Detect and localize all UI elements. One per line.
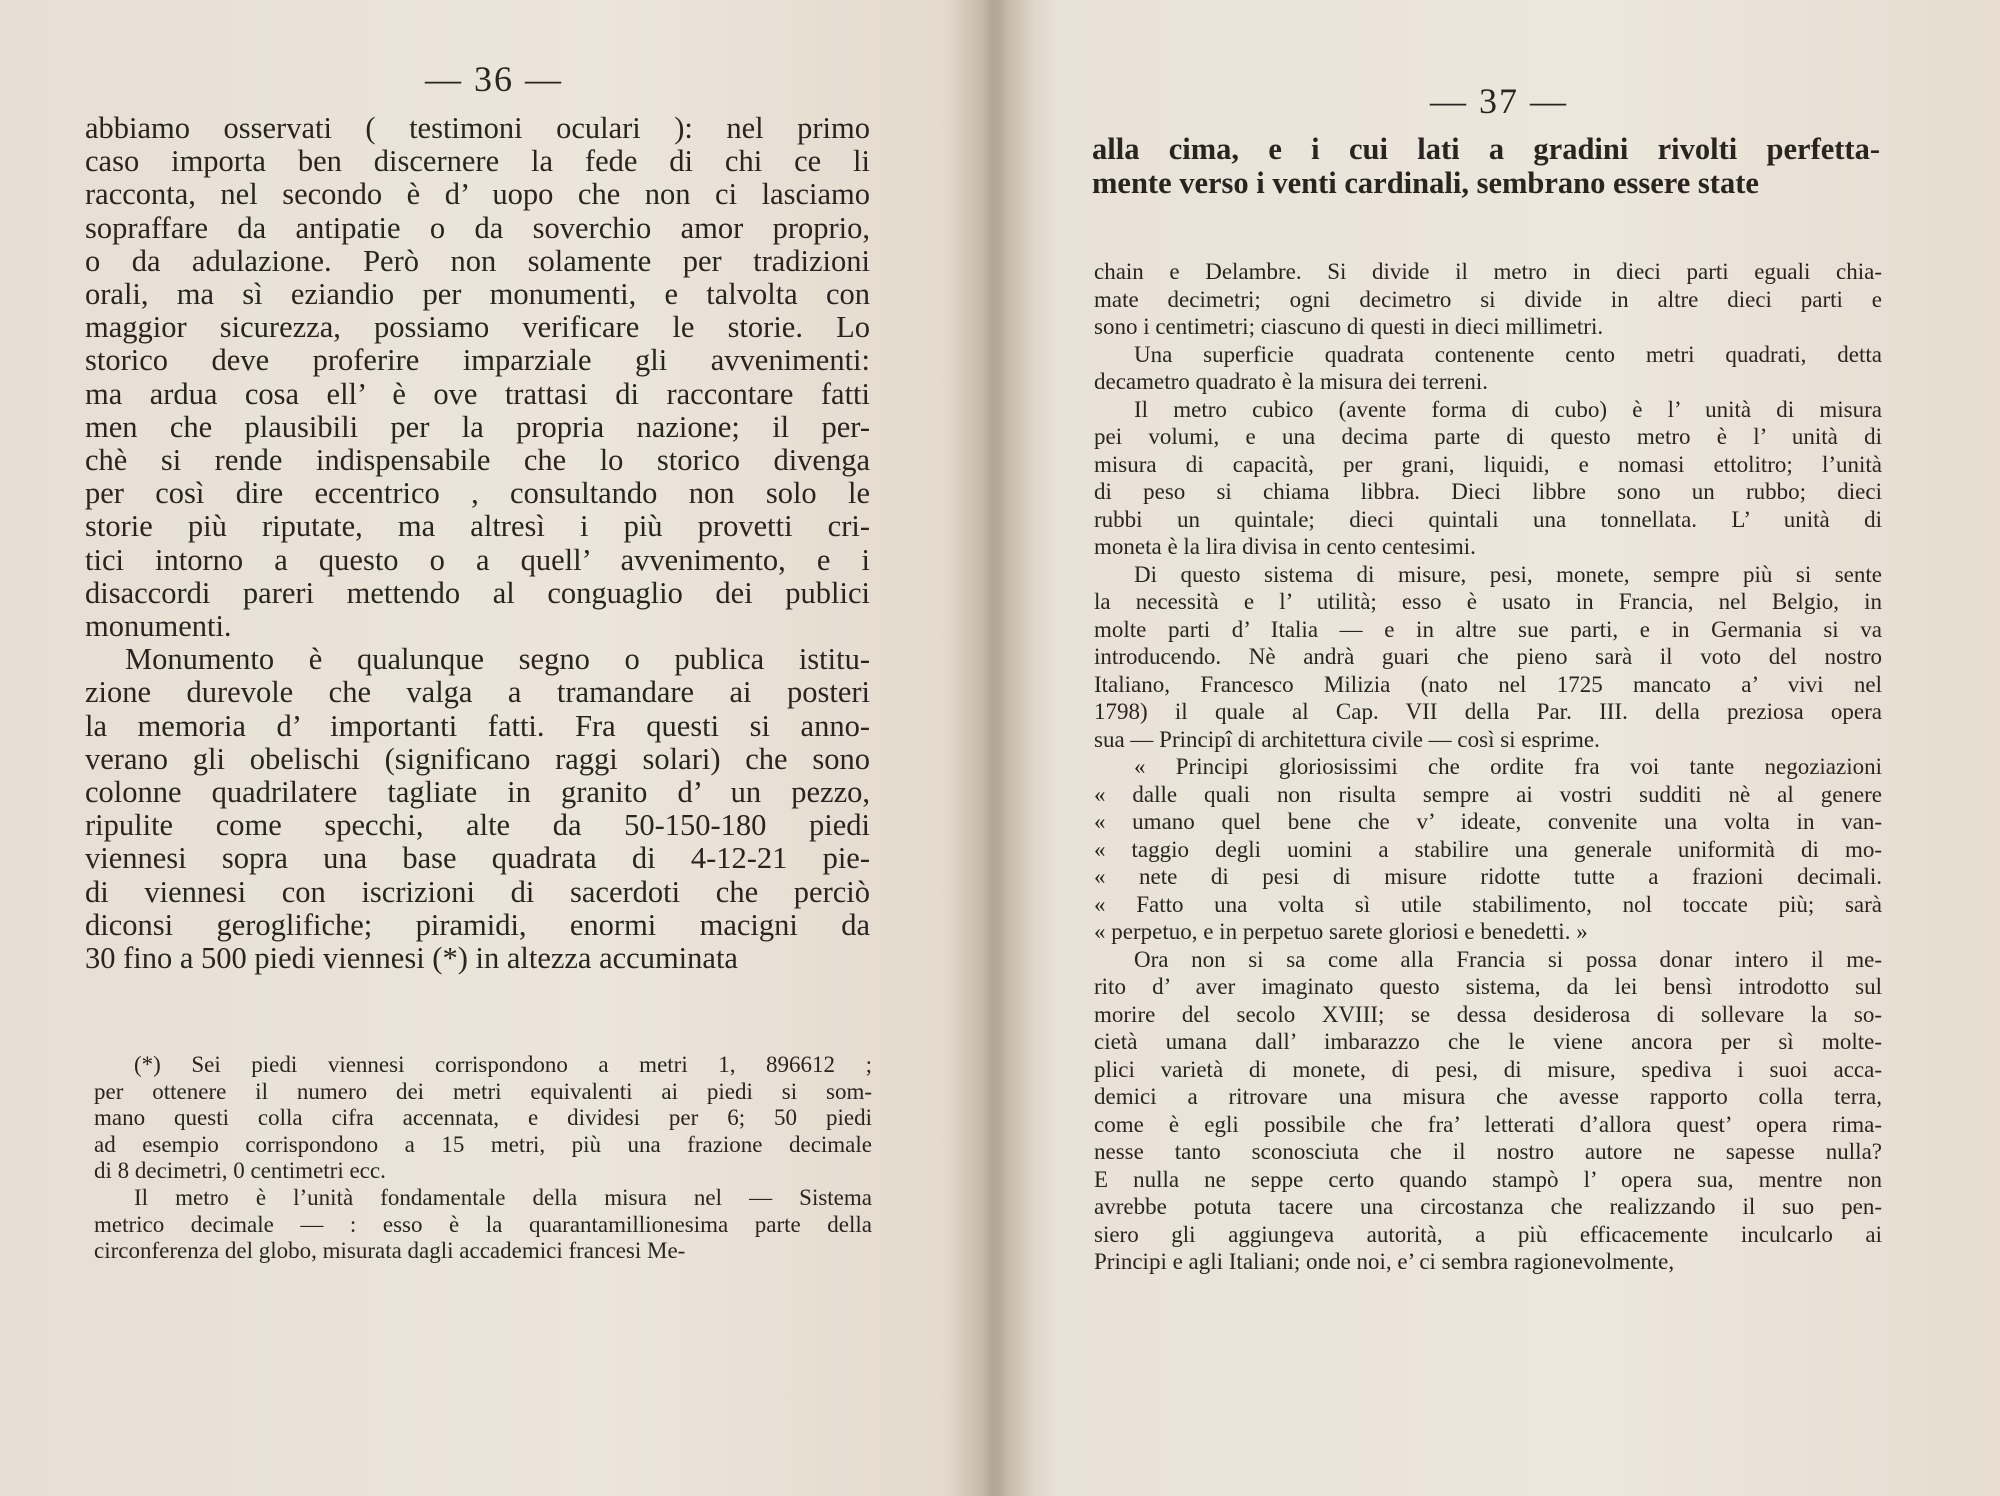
text-line: alla cima, e i cui lati a gradini rivolti perfetta- xyxy=(1092,132,1880,166)
text-line: maggior sicurezza, possiamo verificare le storie. Lo xyxy=(85,310,870,345)
text-line: chain e Delambre. Si divide il metro in dieci parti eguali chia- xyxy=(1094,259,1882,284)
text-line: rito d’ aver imaginato questo sistema, da lei bensì introdotto sul xyxy=(1094,974,1882,999)
text-line: orali, ma sì eziandio per monumenti, e talvolta con xyxy=(85,277,870,312)
text-line: la memoria d’ importanti fatti. Fra questi si anno- xyxy=(85,708,870,743)
text-line: diconsi geroglifiche; piramidi, enormi macigni da xyxy=(85,907,870,942)
page-number-left: — 36 — xyxy=(425,59,563,99)
text-line: misura di capacità, per grani, liquidi, e nomasi ettolitro; l’unità xyxy=(1094,451,1882,477)
text-line: avrebbe potuta tacere una circostanza che realizzando il suo pen- xyxy=(1094,1194,1882,1219)
right-main-text xyxy=(1092,132,1880,200)
text-line: nesse tanto sconosciuta che il nostro autore ne sapesse nulla? xyxy=(1094,1139,1882,1164)
text-line: sopraffare da antipatie o da soverchio amor proprio, xyxy=(85,210,870,245)
left-footnote xyxy=(94,1052,872,1265)
text-line: Una superficie quadrata contenente cento metri quadrati, detta xyxy=(1134,341,1882,367)
text-line: tici intorno a questo o a quell’ avvenimento, e i xyxy=(85,542,870,577)
text-line: ma ardua cosa ell’ è ove trattasi di raccontare fatti xyxy=(85,376,870,411)
text-line: Di questo sistema di misure, pesi, monete, sempre più si sente xyxy=(1134,561,1882,587)
text-line: mate decimetri; ogni decimetro si divide in altre dieci parti e xyxy=(1094,286,1882,312)
text-line: « dalle quali non risulta sempre ai vostri sudditi nè al genere xyxy=(1094,781,1882,807)
text-line: sono i centimetri; ciascuno di questi in dieci millimetri. xyxy=(1094,314,1604,339)
text-line: come è egli possibile che fra’ letterati d’allora quest’ opera rima- xyxy=(1094,1111,1882,1137)
text-line: « taggio degli uomini a stabilire una generale uniformità di mo- xyxy=(1094,836,1882,862)
text-line: colonne quadrilatere tagliate in granito d’ un pezzo, xyxy=(85,775,870,810)
page-number-right: — 37 — xyxy=(1430,81,1568,121)
text-line: siero gli aggiungeva autorità, a più efficacemente inculcarlo ai xyxy=(1094,1221,1882,1247)
text-line: « perpetuo, e in perpetuo sarete gloriosi e benedetti. » xyxy=(1094,919,1588,944)
text-line: verano gli obelischi (significano raggi solari) che sono xyxy=(85,741,870,776)
text-line: introducendo. Nè andrà guari che pieno sarà il voto del nostro xyxy=(1094,644,1882,669)
text-line: disaccordi pareri mettendo al conguaglio dei publici xyxy=(85,575,870,610)
text-line: mente verso i venti cardinali, sembrano essere state xyxy=(1092,166,1759,200)
text-line: viennesi sopra una base quadrata di 4-12-21 pie- xyxy=(85,841,870,876)
text-line: per così dire eccentrico , consultando non solo le xyxy=(85,476,870,511)
text-line: moneta è la lira divisa in cento centesimi. xyxy=(1094,534,1476,559)
text-line: mano questi colla cifra accennata, e dividesi per 6; 50 piedi xyxy=(94,1105,872,1131)
text-line: « Principi gloriosissimi che ordite fra voi tante negoziazioni xyxy=(1134,754,1882,779)
text-line: cietà umana dall’ imbarazzo che le viene ancora per sì molte- xyxy=(1094,1029,1882,1054)
text-line: o da adulazione. Però non solamente per tradizioni xyxy=(85,243,870,278)
text-line: metrico decimale — : esso è la quarantamillionesima parte della xyxy=(94,1211,872,1237)
text-line: plici varietà di monete, di pesi, di misure, spediva i suoi acca- xyxy=(1094,1056,1882,1082)
text-line: di peso si chiama libbra. Dieci libbre sono un rubbo; dieci xyxy=(1094,479,1882,504)
text-line: decametro quadrato è la misura dei terreni. xyxy=(1094,369,1489,394)
text-line: Il metro cubico (avente forma di cubo) è l’ unità di misura xyxy=(1134,396,1882,422)
right-footnote-continuation xyxy=(1094,258,1882,1276)
text-line: pei volumi, e una decima parte di questo metro è l’ unità di xyxy=(1094,424,1882,449)
left-main-text xyxy=(85,112,870,975)
text-line: ripulite come specchi, alte da 50-150-180 piedi xyxy=(85,808,870,843)
text-line: chè si rende indispensabile che lo storico divenga xyxy=(85,443,870,478)
text-line: zione durevole che valga a tramandare ai posteri xyxy=(85,675,870,710)
right-page xyxy=(992,0,2000,1496)
text-line: abbiamo osservati ( testimoni oculari ): nel primo xyxy=(85,111,870,145)
text-line: di viennesi con iscrizioni di sacerdoti che perciò xyxy=(85,874,870,909)
text-line: Monumento è qualunque segno o publica istitu- xyxy=(125,642,870,677)
text-line: Ora non si sa come alla Francia si possa donar intero il me- xyxy=(1134,946,1882,972)
text-line: « nete di pesi di misure ridotte tutte a frazioni decimali. xyxy=(1094,864,1882,889)
text-line: 1798) il quale al Cap. VII della Par. III. della preziosa opera xyxy=(1094,699,1882,724)
text-line: molte parti d’ Italia — e in altre sue parti, e in Germania si va xyxy=(1094,616,1882,642)
text-line: Italiano, Francesco Milizia (nato nel 1725 mancato a’ vivi nel xyxy=(1094,671,1882,697)
text-line: E nulla ne seppe certo quando stampò l’ opera sua, mentre non xyxy=(1094,1166,1882,1192)
text-line: caso importa ben discernere la fede di chi ce li xyxy=(85,144,870,179)
text-line: Il metro è l’unità fondamentale della misura nel — Sistema xyxy=(134,1184,872,1210)
text-line: rubbi un quintale; dieci quintali una tonnellata. L’ unità di xyxy=(1094,506,1882,532)
text-line: morire del secolo XVIII; se dessa desiderosa di sollevare la so- xyxy=(1094,1001,1882,1027)
text-line: per ottenere il numero dei metri equivalenti ai piedi si som- xyxy=(94,1078,872,1104)
text-line: di 8 decimetri, 0 centimetri ecc. xyxy=(94,1158,386,1184)
text-line: monumenti. xyxy=(85,609,232,644)
text-line: racconta, nel secondo è d’ uopo che non ci lasciamo xyxy=(85,177,870,212)
text-line: « Fatto una volta sì utile stabilimento, nol toccate più; sarà xyxy=(1094,891,1882,917)
left-page xyxy=(0,0,985,1496)
text-line: 30 fino a 500 piedi viennesi (*) in altezza accuminata xyxy=(85,941,738,976)
text-line: ad esempio corrispondono a 15 metri, più una frazione decimale xyxy=(94,1131,872,1157)
text-line: storico deve proferire imparziale gli avvenimenti: xyxy=(85,343,870,378)
text-line: demici a ritrovare una misura che avesse rapporto colla terra, xyxy=(1094,1084,1882,1109)
text-line: sua — Principî di architettura civile — così si esprime. xyxy=(1094,726,1600,752)
text-line: « umano quel bene che v’ ideate, convenite una volta in van- xyxy=(1094,809,1882,834)
text-line: storie più riputate, ma altresì i più provetti cri- xyxy=(85,509,870,544)
text-line: Principi e agli Italiani; onde noi, e’ ci sembra ragionevolmente, xyxy=(1094,1249,1675,1274)
text-line: men che plausibili per la propria nazione; il per- xyxy=(85,409,870,444)
text-line: la necessità e l’ utilità; esso è usato in Francia, nel Belgio, in xyxy=(1094,589,1882,614)
text-line: circonferenza del globo, misurata dagli accademici francesi Me- xyxy=(94,1238,686,1264)
text-line: (*) Sei piedi viennesi corrispondono a metri 1, 896612 ; xyxy=(134,1052,872,1077)
